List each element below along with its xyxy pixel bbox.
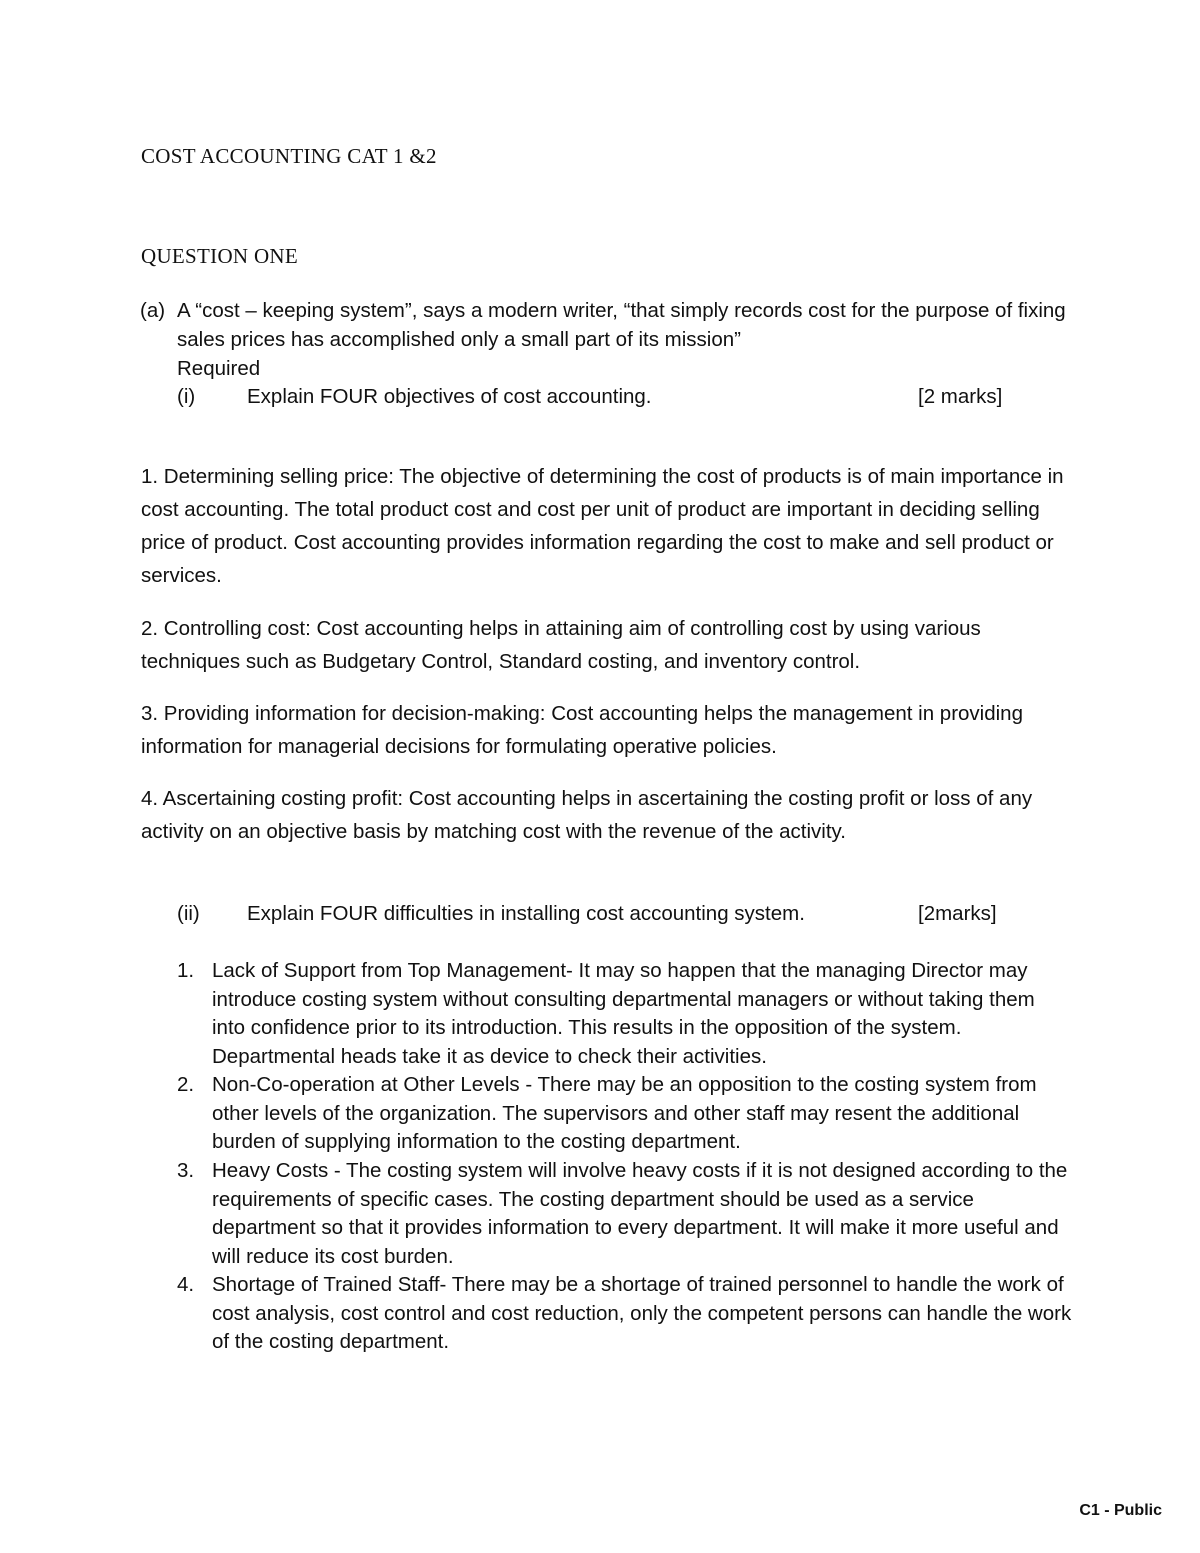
difficulty-text: Non-Co-operation at Other Levels - There may be an opposition to the costing system from other levels of the organization. The supervisors and other staff may resent the additional burden of supplying information to the costing department. xyxy=(212,1073,1037,1153)
sub-question-ii-marks: [2marks] xyxy=(918,902,997,925)
sub-question-ii-label: (ii) xyxy=(177,902,200,925)
classification-footer: C1 - Public xyxy=(1079,1502,1162,1519)
sub-question-i-marks: [2 marks] xyxy=(918,385,1003,408)
part-a-label: (a) xyxy=(140,299,166,322)
part-a-text: A “cost – keeping system”, says a modern writer, “that simply records cost for the purpose of fixing sales prices has accomplished only a small part of its mission” xyxy=(177,299,1066,351)
difficulty-number: 3. xyxy=(177,1159,195,1182)
difficulty-number: 4. xyxy=(177,1273,195,1296)
required-label: Required xyxy=(177,357,261,380)
objective-paragraph: 3. Providing information for decision-making: Cost accounting helps the management in providing information for managerial decisions for formulating operative policies. xyxy=(141,702,1023,758)
objective-paragraph: 2. Controlling cost: Cost accounting helps in attaining aim of controlling cost by using various techniques such as Budgetary Control, Standard costing, and inventory control. xyxy=(141,617,981,673)
objective-paragraph: 4. Ascertaining costing profit: Cost accounting helps in ascertaining the costing profit or loss of any activity on an objective basis by matching cost with the revenue of the activity. xyxy=(141,787,1033,843)
sub-question-ii-text: Explain FOUR difficulties in installing cost accounting system. xyxy=(247,902,805,925)
difficulty-text: Lack of Support from Top Management- It may so happen that the managing Director may introduce costing system without consulting departmental managers or without taking them into confidence prior to its introduction. This results in the opposition of the system. Departmental heads take it as device to check their activities. xyxy=(212,959,1035,1068)
document-title: COST ACCOUNTING CAT 1 &2 xyxy=(141,144,437,168)
difficulty-number: 1. xyxy=(177,959,195,982)
difficulty-text: Heavy Costs - The costing system will involve heavy costs if it is not designed according to the requirements of specific cases. The costing department should be used as a service department so that it provides information to every department. It will make it more useful and will reduce its cost burden. xyxy=(212,1159,1068,1268)
question-title: QUESTION ONE xyxy=(141,244,298,268)
difficulty-text: Shortage of Trained Staff- There may be a shortage of trained personnel to handle the work of cost analysis, cost control and cost reduction, only the competent persons can handle the work of the costing department. xyxy=(212,1273,1072,1353)
sub-question-i-text: Explain FOUR objectives of cost accounting. xyxy=(247,385,652,408)
sub-question-i-label: (i) xyxy=(177,385,196,408)
objective-paragraph: 1. Determining selling price: The objective of determining the cost of products is of main importance in cost accounting. The total product cost and cost per unit of product are important in deciding selling price of product. Cost accounting provides information regarding the cost to make and sell product or services. xyxy=(141,465,1064,587)
difficulty-number: 2. xyxy=(177,1073,195,1096)
